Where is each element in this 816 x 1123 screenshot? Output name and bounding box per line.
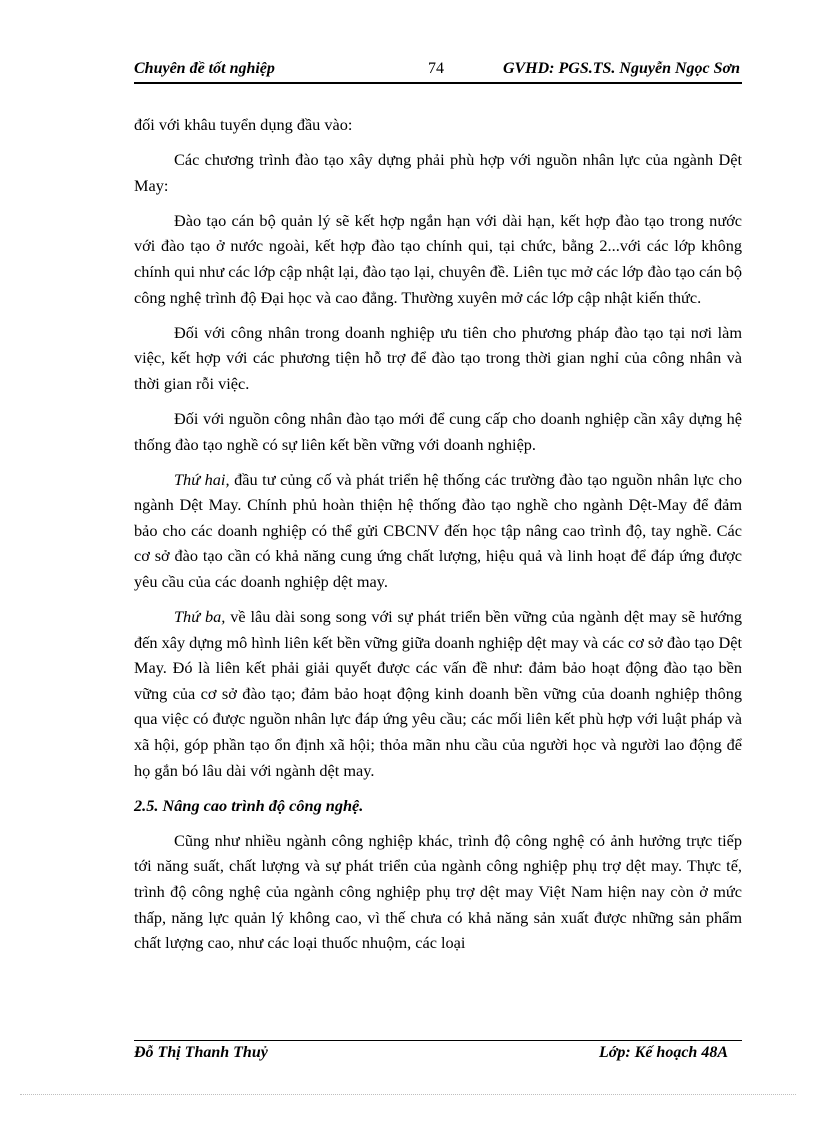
page-number: 74 xyxy=(428,60,444,77)
paragraph: đối với khâu tuyển dụng đầu vào: xyxy=(134,115,353,134)
page-body xyxy=(134,112,742,965)
page-footer xyxy=(134,1044,742,1066)
page-edge-divider xyxy=(20,1094,796,1095)
paragraph-lead: Thứ hai, xyxy=(174,469,230,489)
paragraph: Các chương trình đào tạo xây dựng phải phù hợp với nguồn nhân lực của ngành Dệt May: xyxy=(134,150,742,195)
paragraph: Đào tạo cán bộ quản lý sẽ kết hợp ngắn hạn với dài hạn, kết hợp đào tạo trong nước với đào tạo ở nước ngoài, kết hợp đào tạo chính qui, tại chức, bằng 2...với các lớp không chính qui như các lớp cập nhật lại, đào tạo lại, chuyên đề. Liên tục mở các lớp đào tạo cán bộ công nghệ trình độ Đại học và cao đẳng. Thường xuyên mở các lớp cập nhật kiến thức. xyxy=(134,210,742,307)
paragraph-text: đầu tư củng cố và phát triển hệ thống các trường đào tạo nguồn nhân lực cho ngành Dệt May. Chính phủ hoàn thiện hệ thống đào tạo nghề cho ngành Dệt-May để đảm bảo cho các doanh nghiệp có thể gửi CBCNV đến học tập nâng cao trình độ, tay nghề. Các cơ sở đào tạo cần có khả năng cung ứng chất lượng, hiệu quả và linh hoạt để đáp ứng được yêu cầu của các doanh nghiệp dệt may. xyxy=(134,469,742,591)
author-name: Đỗ Thị Thanh Thuỷ xyxy=(134,1044,268,1061)
page-header xyxy=(134,60,742,82)
paragraph: Đối với nguồn công nhân đào tạo mới để cung cấp cho doanh nghiệp cần xây dựng hệ thống đào tạo nghề có sự liên kết bền vững với doanh nghiệp. xyxy=(134,408,742,454)
paragraph-lead: Thứ ba, xyxy=(174,607,226,627)
paragraph xyxy=(134,604,742,783)
paragraph: Cũng như nhiều ngành công nghiệp khác, trình độ công nghệ có ảnh hưởng trực tiếp tới năng suất, chất lượng và sự phát triển của ngành công nghiệp phụ trợ dệt may. Thực tế, trình độ công nghệ của ngành công nghiệp phụ trợ dệt may Việt Nam hiện nay còn ở mức thấp, năng lực quản lý không cao, vì thế chưa có khả năng sản xuất được những sản phẩm chất lượng cao, như các loại thuốc nhuộm, các loại xyxy=(134,830,742,953)
paragraph xyxy=(134,467,742,595)
document-title: Chuyên đề tốt nghiệp xyxy=(134,60,275,77)
footer-rule xyxy=(134,1040,742,1041)
paragraph-text: về lâu dài song song với sự phát triển bền vững của ngành dệt may sẽ hướng đến xây dựng mô hình liên kết bền vững giữa doanh nghiệp dệt may và các cơ sở đào tạo Dệt May. Đó là liên kết phải giải quyết được các vấn đề như: đảm bảo hoạt động đào tạo bền vững của cơ sở đào tạo; đảm bảo hoạt động kinh doanh bền vững của doanh nghiệp thông qua việc có được nguồn nhân lực đáp ứng yêu cầu; các mối liên kết phù hợp với luật pháp và xã hội, góp phần tạo ổn định xã hội; thỏa mãn nhu cầu của người học và người lao động để họ gắn bó lâu dài với ngành dệt may. xyxy=(134,607,742,780)
header-rule xyxy=(134,82,742,84)
class-label: Lớp: Kế hoạch 48A xyxy=(598,1044,728,1061)
section-heading: 2.5. Nâng cao trình độ công nghệ. xyxy=(134,795,364,815)
paragraph: Đối với công nhân trong doanh nghiệp ưu tiên cho phương pháp đào tạo tại nơi làm việc, kết hợp với các phương tiện hỗ trợ để đào tạo trong thời gian nghỉ của công nhân và thời gian rỗi việc. xyxy=(134,322,742,393)
supervisor-label: GVHD: PGS.TS. Nguyễn Ngọc Sơn xyxy=(502,60,740,77)
